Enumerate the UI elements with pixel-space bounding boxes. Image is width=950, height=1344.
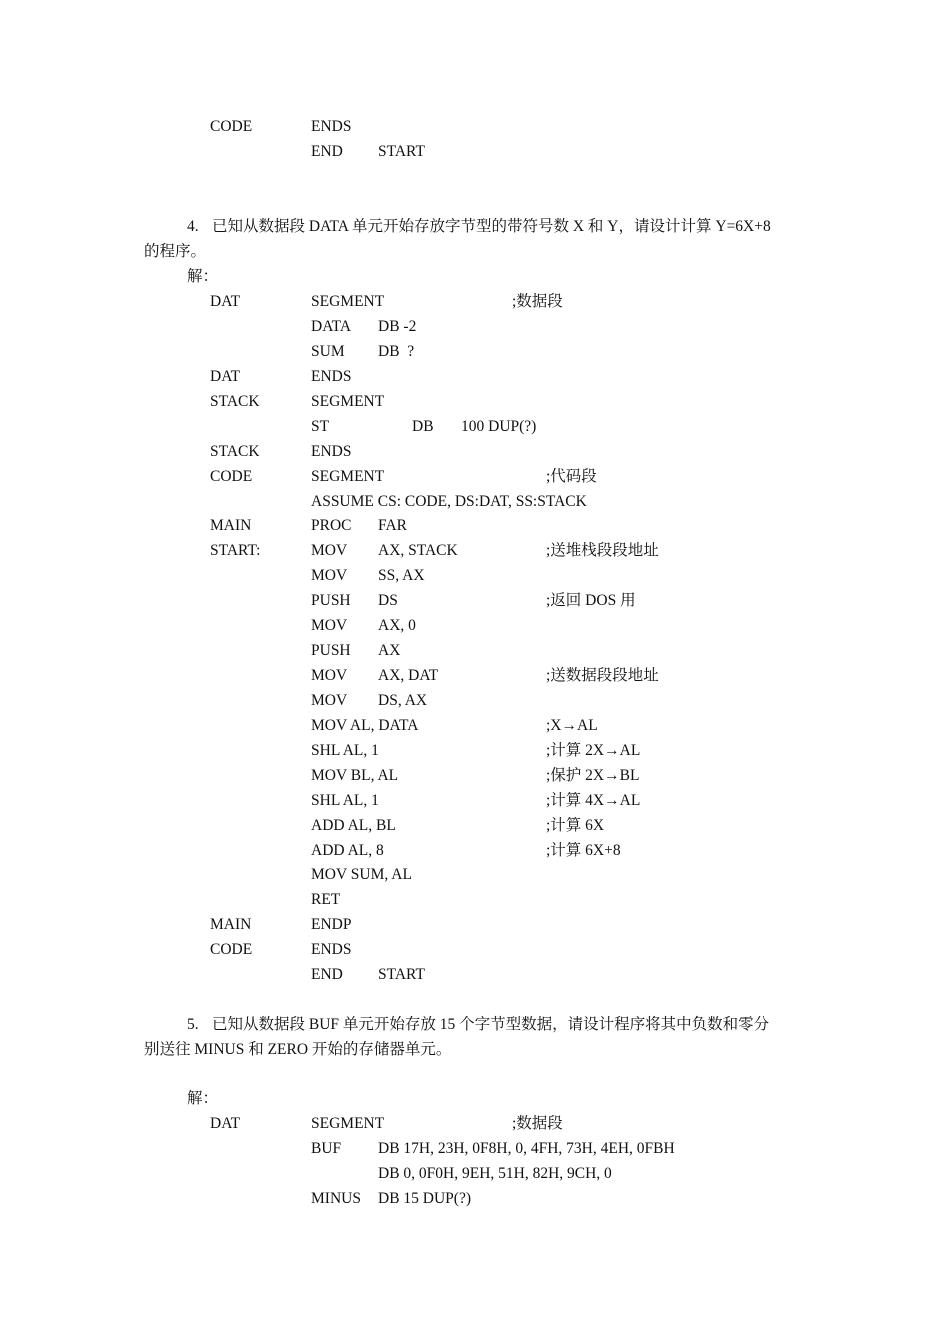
code-op: MINUS xyxy=(311,1190,361,1207)
code-label: DAT xyxy=(210,293,241,310)
code-arg: DB 15 DUP(?) xyxy=(378,1190,471,1207)
code-comment: ;数据段 xyxy=(512,293,563,310)
code-op: RET xyxy=(311,891,341,908)
code-label: CODE xyxy=(210,468,253,485)
code-op: ST xyxy=(311,418,330,435)
question-text: 的程序。 xyxy=(144,243,207,260)
question-number: 4. xyxy=(187,218,199,235)
code-arg: DS xyxy=(378,592,398,609)
code-op: ENDS xyxy=(311,941,352,958)
code-comment: ;计算 4X→AL xyxy=(546,792,641,809)
code-op: MOV xyxy=(311,617,348,634)
code-comment: ;数据段 xyxy=(512,1115,563,1132)
code-op: END xyxy=(311,966,343,983)
question-text: 别送往 MINUS 和 ZERO 开始的存储器单元。 xyxy=(144,1041,452,1058)
code-arg: AX, 0 xyxy=(378,617,416,634)
code-arg: SS, AX xyxy=(378,567,425,584)
code-op: SUM xyxy=(311,343,345,360)
code-arg: 100 DUP(?) xyxy=(461,418,537,435)
code-arg: DB xyxy=(412,418,434,435)
code-arg: DB 17H, 23H, 0F8H, 0, 4FH, 73H, 4EH, 0FBH xyxy=(378,1140,675,1157)
code-op: MOV xyxy=(311,542,348,559)
code-op: SEGMENT xyxy=(311,468,385,485)
code-op: ENDS xyxy=(311,368,352,385)
question-text: 已知从数据段 DATA 单元开始存放字节型的带符号数 X 和 Y，请设计计算 Y=6X+8 xyxy=(212,218,771,235)
code-label: CODE xyxy=(210,941,253,958)
code-op: ENDS xyxy=(311,443,352,460)
answer-label: 解： xyxy=(187,268,219,285)
code-op: SHL AL, 1 xyxy=(311,742,379,759)
question-text: 已知从数据段 BUF 单元开始存放 15 个字节型数据，请设计程序将其中负数和零分 xyxy=(212,1016,770,1033)
code-comment: ;计算 2X→AL xyxy=(546,742,641,759)
code-op: PUSH xyxy=(311,592,351,609)
code-comment: ;计算 6X+8 xyxy=(546,842,621,859)
question-number: 5. xyxy=(187,1016,199,1033)
code-arg: START xyxy=(378,143,425,160)
code-label: MAIN xyxy=(210,916,252,933)
code-arg: START xyxy=(378,966,425,983)
code-label: DAT xyxy=(210,368,241,385)
code-arg: AX, STACK xyxy=(378,542,458,559)
answer-label: 解： xyxy=(187,1090,219,1107)
code-label: STACK xyxy=(210,393,260,410)
code-arg: AX xyxy=(378,642,401,659)
code-op: PUSH xyxy=(311,642,351,659)
code-op: MOV AL, DATA xyxy=(311,717,419,734)
code-label: STACK xyxy=(210,443,260,460)
code-op: MOV xyxy=(311,567,348,584)
code-arg: DB ? xyxy=(378,343,415,360)
code-op: MOV BL, AL xyxy=(311,767,399,784)
code-op: SEGMENT xyxy=(311,393,385,410)
code-op: MOV SUM, AL xyxy=(311,866,412,883)
code-label: MAIN xyxy=(210,517,252,534)
code-label: DAT xyxy=(210,1115,241,1132)
code-label: CODE xyxy=(210,118,253,135)
code-op: ENDP xyxy=(311,916,352,933)
code-comment: ;代码段 xyxy=(546,468,597,485)
code-label: START: xyxy=(210,542,261,559)
code-op: SEGMENT xyxy=(311,1115,385,1132)
code-comment: ;X→AL xyxy=(546,717,598,734)
code-comment: ;送堆栈段段地址 xyxy=(546,542,659,559)
code-op: SHL AL, 1 xyxy=(311,792,379,809)
code-comment: ;计算 6X xyxy=(546,817,605,834)
code-arg: DB 0, 0F0H, 9EH, 51H, 82H, 9CH, 0 xyxy=(378,1165,612,1182)
code-comment: ;返回 DOS 用 xyxy=(546,592,636,609)
code-op: ASSUME CS: CODE, DS:DAT, SS:STACK xyxy=(311,493,587,510)
code-op: SEGMENT xyxy=(311,293,385,310)
code-arg: DB -2 xyxy=(378,318,417,335)
code-comment: ;保护 2X→BL xyxy=(546,767,640,784)
code-op: ENDS xyxy=(311,118,352,135)
code-op: END xyxy=(311,143,343,160)
code-op: DATA xyxy=(311,318,352,335)
code-arg: DS, AX xyxy=(378,692,428,709)
code-comment: ;送数据段段地址 xyxy=(546,667,659,684)
code-op: PROC xyxy=(311,517,352,534)
code-op: ADD AL, 8 xyxy=(311,842,384,859)
code-arg: AX, DAT xyxy=(378,667,439,684)
code-arg: FAR xyxy=(378,517,408,534)
code-op: BUF xyxy=(311,1140,342,1157)
code-op: MOV xyxy=(311,692,348,709)
code-op: ADD AL, BL xyxy=(311,817,396,834)
code-op: MOV xyxy=(311,667,348,684)
